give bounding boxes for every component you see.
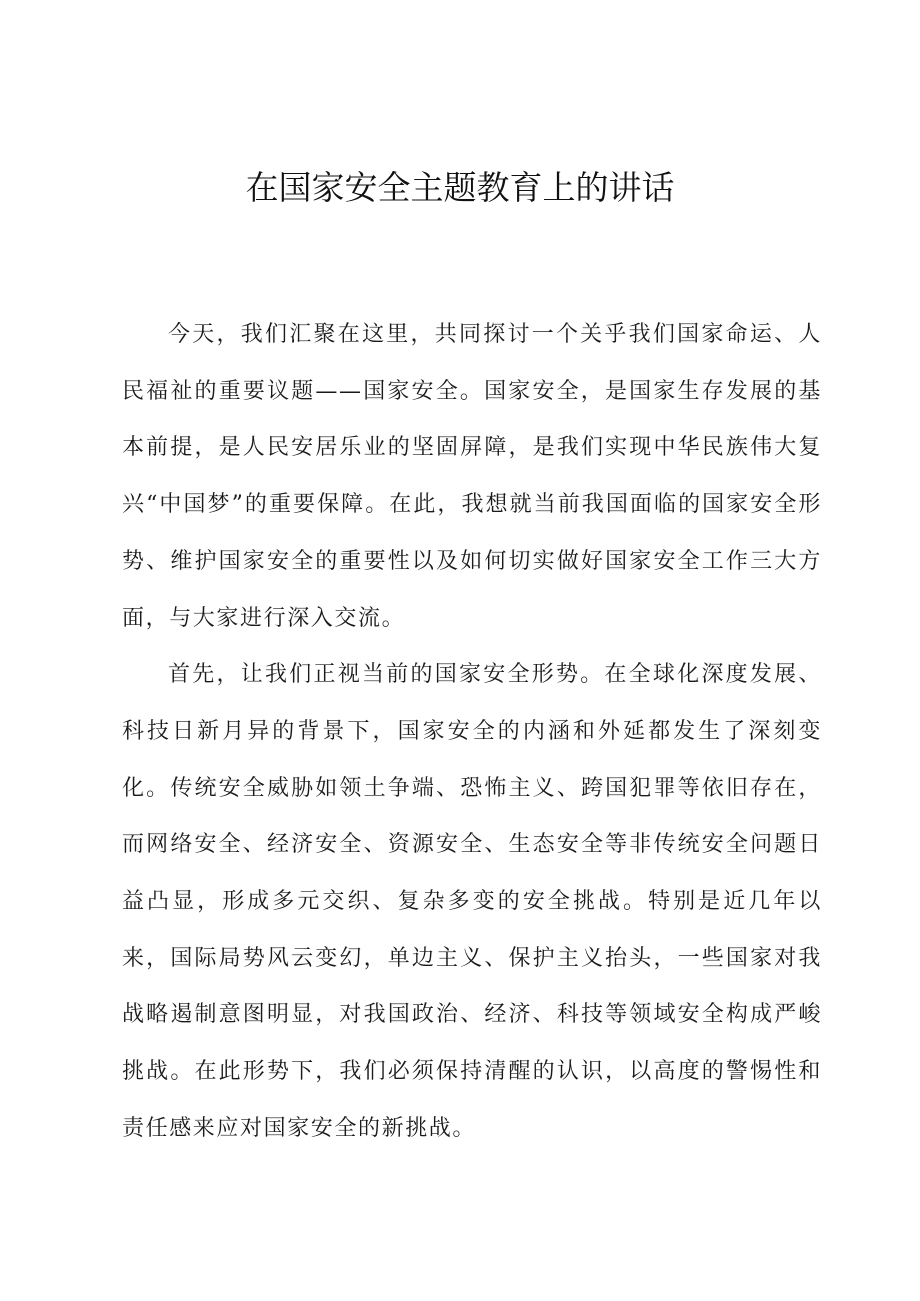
document-body: [122, 307, 822, 1158]
paragraph-2: 首先，让我们正视当前的国家安全形势。在全球化深度发展、科技日新月异的背景下，国家安全的内涵和外延都发生了深刻变化。传统安全威胁如领土争端、恐怖主义、跨国犯罪等依旧存在，而网络安全、经济安全、资源安全、生态安全等非传统安全问题日益凸显，形成多元交织、复杂多变的安全挑战。特别是近几年以来，国际局势风云变幻，单边主义、保护主义抬头，一些国家对我战略遏制意图明显，对我国政治、经济、科技等领域安全构成严峻挑战。在此形势下，我们必须保持清醒的认识，以高度的警惕性和责任感来应对国家安全的新挑战。: [122, 662, 822, 1141]
document-title: 在国家安全主题教育上的讲话: [245, 168, 675, 207]
paragraph-1: 今天，我们汇聚在这里，共同探讨一个关乎我们国家命运、人民福祉的重要议题——国家安全。国家安全，是国家生存发展的基本前提，是人民安居乐业的坚固屏障，是我们实现中华民族伟大复兴“中国梦”的重要保障。在此，我想就当前我国面临的国家安全形势、维护国家安全的重要性以及如何切实做好国家安全工作三大方面，与大家进行深入交流。: [122, 322, 822, 631]
